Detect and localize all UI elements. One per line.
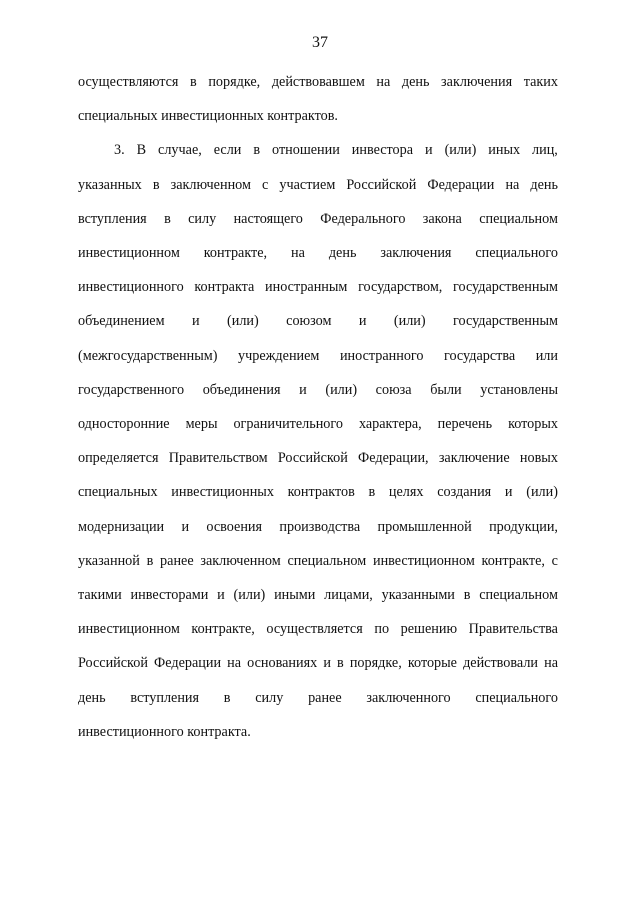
word: (или) xyxy=(233,587,266,603)
word: Правительством xyxy=(168,450,268,467)
word: Российской xyxy=(346,176,417,193)
word: инвесторами xyxy=(130,587,209,603)
word: и xyxy=(323,655,331,672)
word: контракте, xyxy=(191,621,255,638)
word: были xyxy=(430,381,462,398)
word: указанных xyxy=(78,176,142,193)
word: вступления xyxy=(78,210,147,227)
word: характера, xyxy=(358,416,422,432)
word: лиц, xyxy=(532,142,558,159)
text-line xyxy=(78,585,558,605)
word: союза xyxy=(375,381,412,398)
text-line xyxy=(78,482,558,502)
word: (межгосударственным) xyxy=(78,347,218,364)
word: создания xyxy=(437,484,492,501)
word: настоящего xyxy=(233,210,303,227)
word: иностранным xyxy=(265,279,348,296)
word: Федерации, xyxy=(358,450,429,467)
word: (или) xyxy=(444,142,477,159)
word: иностранного xyxy=(339,347,424,364)
word: целях xyxy=(388,484,424,501)
word: инвестора xyxy=(351,142,414,159)
word: в xyxy=(164,210,171,227)
word: государственным xyxy=(453,313,558,330)
word: случае, xyxy=(158,142,202,159)
word: инвестиционном xyxy=(78,245,180,261)
word: инвестиционном xyxy=(372,552,475,569)
word: которые xyxy=(407,655,457,672)
word: день xyxy=(328,245,357,261)
word: иными xyxy=(274,587,316,603)
word: день xyxy=(401,74,430,90)
word: контракте, xyxy=(203,245,268,261)
word: решению xyxy=(400,621,458,638)
text-line xyxy=(78,346,558,366)
text-line xyxy=(78,380,558,400)
word: специальном xyxy=(479,587,558,603)
word: модернизации xyxy=(78,518,165,535)
word: ранее xyxy=(160,552,194,569)
text-line xyxy=(78,688,558,708)
text-line xyxy=(78,653,558,673)
word: осуществляется xyxy=(266,621,363,638)
word: (или) xyxy=(393,313,426,330)
word: инвестиционном xyxy=(78,621,180,638)
word: на xyxy=(376,74,391,90)
word: промышленной xyxy=(377,518,472,535)
word: лицами, xyxy=(324,587,373,603)
word: союзом xyxy=(286,313,332,330)
word: ранее xyxy=(308,689,342,706)
text-line xyxy=(78,311,558,331)
text-line xyxy=(78,619,558,639)
text-line xyxy=(78,175,558,195)
text-line xyxy=(78,243,558,263)
text-line xyxy=(78,448,558,468)
word: силу xyxy=(188,210,217,227)
word: односторонние xyxy=(78,416,170,432)
word: на xyxy=(505,176,520,193)
text-line xyxy=(78,209,558,229)
word: на xyxy=(544,655,558,672)
word: в xyxy=(146,552,154,569)
word: и xyxy=(358,313,367,330)
word: В xyxy=(136,142,147,159)
word: специальных xyxy=(78,484,158,501)
word: специальном xyxy=(287,552,367,569)
word: в xyxy=(463,587,471,603)
word: ограничительного xyxy=(233,416,343,432)
word: силу xyxy=(255,689,284,706)
word: в xyxy=(337,655,344,672)
word: контракта xyxy=(194,279,255,296)
word: (или) xyxy=(227,313,259,330)
word: таких xyxy=(523,74,558,90)
word: порядке, xyxy=(349,655,402,672)
word: заключенном xyxy=(200,552,281,569)
text-line xyxy=(114,140,558,160)
word: объединением xyxy=(78,313,165,330)
word: учреждением xyxy=(238,347,320,364)
word: освоения xyxy=(206,518,263,535)
word: если xyxy=(213,142,242,159)
word: осуществляются xyxy=(78,74,179,90)
word: Федерации xyxy=(427,176,495,193)
word: заключения xyxy=(441,74,513,90)
word: перечень xyxy=(437,416,493,432)
word: Федерации xyxy=(154,655,222,672)
word: государством, xyxy=(358,279,443,296)
word: специального xyxy=(475,245,558,261)
word: и xyxy=(217,587,225,603)
word: указанной xyxy=(78,552,140,569)
word: новых xyxy=(519,450,558,467)
text-line: специальных инвестиционных контрактов. xyxy=(78,108,338,125)
word: производства xyxy=(279,518,361,535)
word: и xyxy=(299,381,307,398)
word: Российской xyxy=(78,655,148,672)
word: в xyxy=(190,74,197,90)
word: в xyxy=(368,484,376,501)
word: или xyxy=(535,347,558,364)
word: указанными xyxy=(381,587,455,603)
word: Федерального xyxy=(320,210,406,227)
page-number: 37 xyxy=(312,34,328,51)
word: действовали xyxy=(463,655,538,672)
text-line: инвестиционного контракта. xyxy=(78,723,251,740)
word: (или) xyxy=(325,381,358,398)
word: государственным xyxy=(453,279,558,296)
word: в xyxy=(152,176,160,193)
word: заключенном xyxy=(170,176,251,193)
text-line xyxy=(78,414,558,434)
word: заключенного xyxy=(366,689,451,706)
text-line xyxy=(78,551,558,571)
word: иных xyxy=(488,142,521,159)
word: заключения xyxy=(380,245,452,261)
word: специального xyxy=(475,689,558,706)
word: по xyxy=(374,621,390,638)
word: установлены xyxy=(480,381,558,398)
word: отношении xyxy=(272,142,340,159)
word: Российской xyxy=(277,450,348,467)
word: определяется xyxy=(78,450,159,467)
word: государственного xyxy=(78,381,185,398)
word: объединения xyxy=(202,381,281,398)
word: действовавшем xyxy=(271,74,365,90)
word: Правительства xyxy=(468,621,558,638)
word: и xyxy=(192,313,200,330)
text-line xyxy=(78,72,558,92)
word: и xyxy=(425,142,433,159)
word: инвестиционных xyxy=(171,484,274,501)
word: специальном xyxy=(479,210,558,227)
word: контракте, xyxy=(481,552,545,569)
word: в xyxy=(223,689,231,706)
word: основаниях xyxy=(247,655,318,672)
word: день xyxy=(530,176,558,193)
word: 3. xyxy=(114,142,125,159)
word: на xyxy=(291,245,305,261)
word: день xyxy=(78,689,106,706)
word: и xyxy=(181,518,190,535)
word: закона xyxy=(422,210,462,227)
text-line xyxy=(78,517,558,537)
text-line xyxy=(78,277,558,297)
word: участием xyxy=(279,176,336,193)
word: (или) xyxy=(526,484,558,501)
word: меры xyxy=(185,416,218,432)
word: контрактов xyxy=(287,484,355,501)
word: заключение xyxy=(438,450,510,467)
word: инвестиционного xyxy=(78,279,184,296)
word: государства xyxy=(444,347,516,364)
word: такими xyxy=(78,587,122,603)
word: порядке, xyxy=(208,74,261,90)
word: продукции, xyxy=(489,518,558,535)
word: с xyxy=(262,176,269,193)
word: в xyxy=(253,142,261,159)
word: вступления xyxy=(130,689,200,706)
word: на xyxy=(227,655,242,672)
word: которых xyxy=(508,416,558,432)
word: и xyxy=(504,484,513,501)
word: с xyxy=(551,552,558,569)
